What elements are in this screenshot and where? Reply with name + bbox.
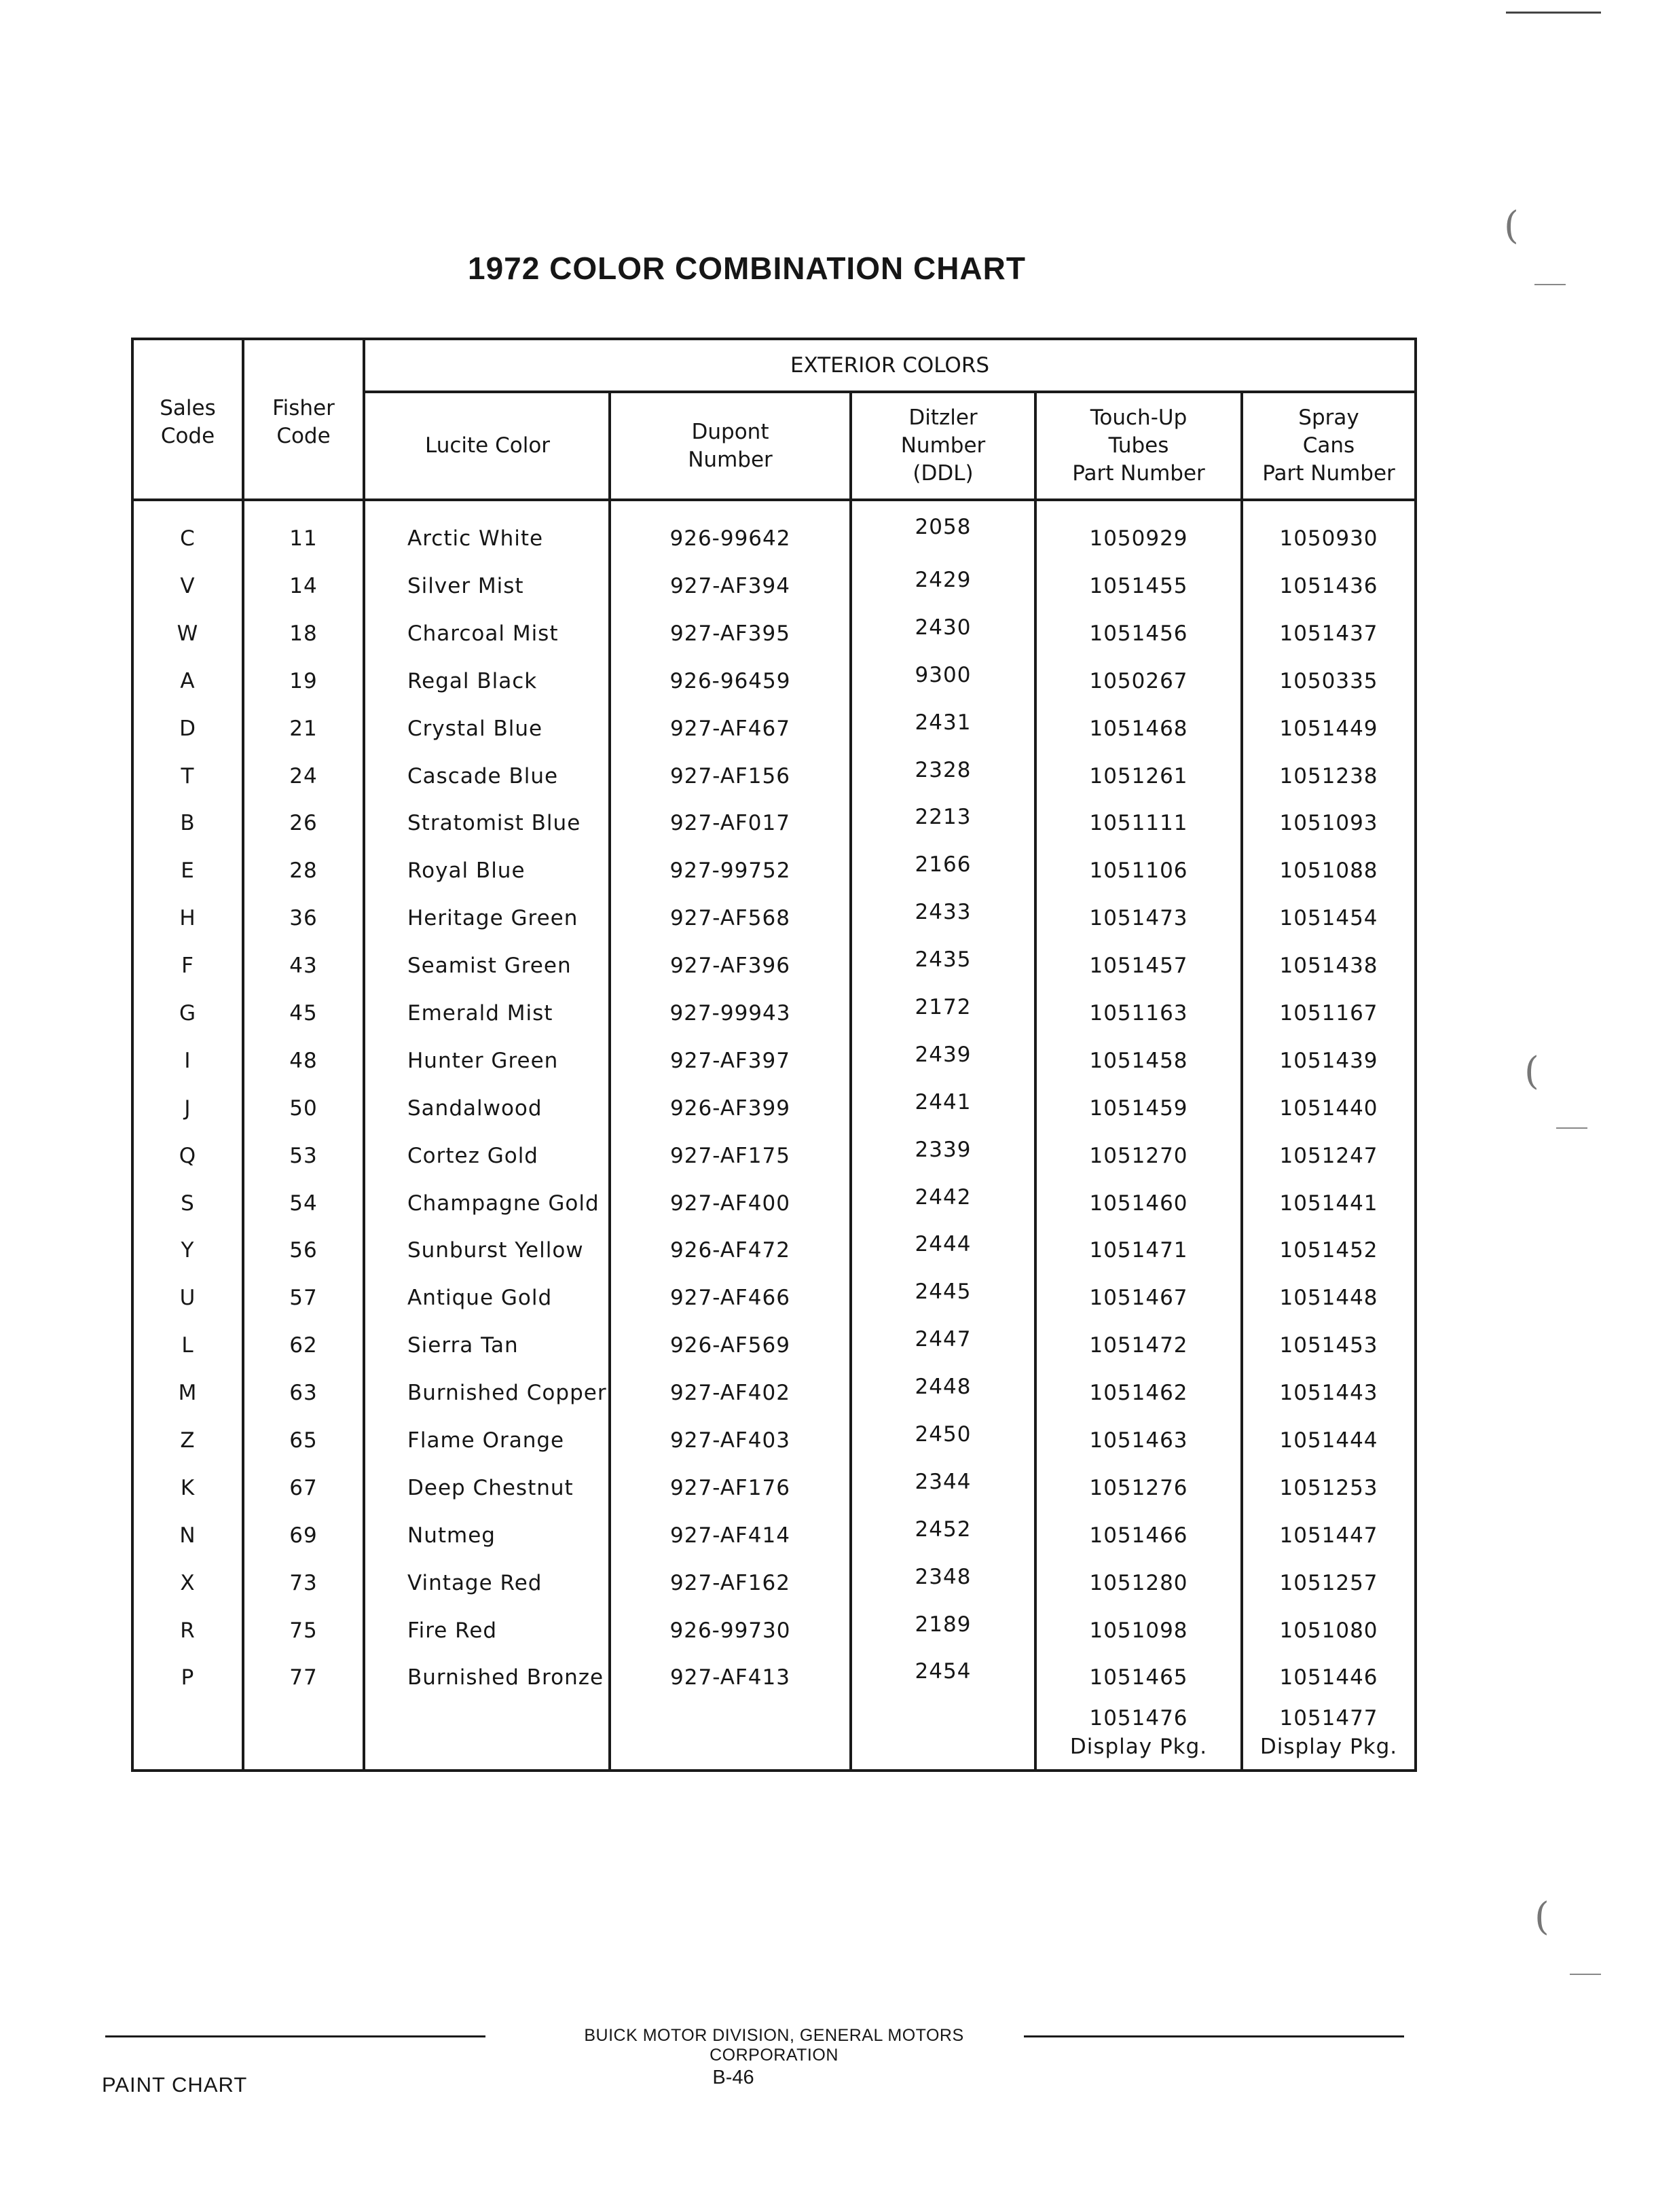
fisher-code-cell: 54 <box>243 1180 364 1227</box>
table-row <box>132 1132 1416 1180</box>
sales-code-cell: S <box>132 1180 243 1227</box>
sales-code-cell: Y <box>132 1227 243 1274</box>
ditzler-number-cell: 2448 <box>851 1369 1035 1417</box>
lucite-color-cell: Crystal Blue <box>364 705 610 753</box>
sales-code-cell: G <box>132 990 243 1037</box>
table-row <box>132 657 1416 705</box>
ditzler-number-cell: 2166 <box>851 847 1035 894</box>
touch-up-tubes-header: Touch-Up Tubes Part Number <box>1035 392 1242 500</box>
dupont-number-cell: 927-AF397 <box>610 1037 851 1085</box>
sales-code-cell: V <box>132 562 243 610</box>
dupont-number-cell: 926-96459 <box>610 657 851 705</box>
touch-up-tubes-cell: 1051459 <box>1035 1085 1242 1132</box>
spray-cans-header: Spray Cans Part Number <box>1242 392 1416 500</box>
lucite-color-cell: Heritage Green <box>364 894 610 942</box>
dupont-number-cell: 927-AF395 <box>610 610 851 657</box>
table-row <box>132 894 1416 942</box>
ditzler-number-cell: 9300 <box>851 657 1035 705</box>
sales-code-cell: K <box>132 1464 243 1512</box>
touch-up-tubes-cell: 1051463 <box>1035 1417 1242 1464</box>
lucite-color-cell: Arctic White <box>364 500 610 562</box>
ditzler-number-cell: 2328 <box>851 753 1035 800</box>
lucite-color-cell: Sandalwood <box>364 1085 610 1132</box>
lucite-color-cell: Fire Red <box>364 1607 610 1654</box>
table-row <box>132 990 1416 1037</box>
ditzler-number-cell: 2452 <box>851 1512 1035 1559</box>
ditzler-number-cell: 2442 <box>851 1180 1035 1227</box>
sales-code-cell: E <box>132 847 243 894</box>
ditzler-number-cell: 2058 <box>851 500 1035 562</box>
spray-cans-cell: 1051440 <box>1242 1085 1416 1132</box>
lucite-color-cell: Sierra Tan <box>364 1322 610 1369</box>
touch-up-tubes-cell: 1051280 <box>1035 1559 1242 1607</box>
ditzler-number-cell: 2433 <box>851 894 1035 942</box>
dupont-number-cell: 926-99730 <box>610 1607 851 1654</box>
dupont-number-cell: 927-AF156 <box>610 753 851 800</box>
ditzler-number-cell: 2189 <box>851 1607 1035 1654</box>
lucite-color-cell: Seamist Green <box>364 942 610 990</box>
fisher-code-cell: 56 <box>243 1227 364 1274</box>
spray-cans-cell: 1051452 <box>1242 1227 1416 1274</box>
lucite-color-cell: Flame Orange <box>364 1417 610 1464</box>
fisher-code-cell: 67 <box>243 1464 364 1512</box>
spray-cans-cell: 1051449 <box>1242 705 1416 753</box>
ditzler-number-cell: 2339 <box>851 1132 1035 1180</box>
dupont-number-cell: 927-AF568 <box>610 894 851 942</box>
lucite-color-cell: Royal Blue <box>364 847 610 894</box>
footer-rule-right <box>1024 2035 1404 2037</box>
display-package-tubes-cell: 1051476 Display Pkg. <box>1035 1701 1242 1771</box>
table-row <box>132 705 1416 753</box>
lucite-color-cell: Deep Chestnut <box>364 1464 610 1512</box>
touch-up-tubes-cell: 1051111 <box>1035 799 1242 847</box>
spray-cans-cell: 1051447 <box>1242 1512 1416 1559</box>
spray-cans-cell: 1051437 <box>1242 610 1416 657</box>
margin-dash <box>1534 284 1566 285</box>
fisher-code-cell: 19 <box>243 657 364 705</box>
sales-code-cell: W <box>132 610 243 657</box>
touch-up-tubes-cell: 1051465 <box>1035 1654 1242 1701</box>
dupont-number-cell: 927-AF400 <box>610 1180 851 1227</box>
fisher-code-cell: 53 <box>243 1132 364 1180</box>
touch-up-tubes-cell: 1051261 <box>1035 753 1242 800</box>
fisher-code-cell: 69 <box>243 1512 364 1559</box>
sales-code-cell: L <box>132 1322 243 1369</box>
spray-cans-cell: 1051443 <box>1242 1369 1416 1417</box>
fisher-code-cell: 11 <box>243 500 364 562</box>
sales-code-cell: M <box>132 1369 243 1417</box>
lucite-color-cell: Nutmeg <box>364 1512 610 1559</box>
touch-up-tubes-cell: 1050929 <box>1035 500 1242 562</box>
table-row <box>132 753 1416 800</box>
spray-cans-cell: 1051088 <box>1242 847 1416 894</box>
sales-code-cell: J <box>132 1085 243 1132</box>
touch-up-tubes-cell: 1051471 <box>1035 1227 1242 1274</box>
table-row <box>132 1274 1416 1322</box>
table-row <box>132 500 1416 562</box>
empty-cell <box>243 1701 364 1771</box>
ditzler-number-cell: 2431 <box>851 705 1035 753</box>
dupont-number-cell: 927-AF017 <box>610 799 851 847</box>
sales-code-cell: T <box>132 753 243 800</box>
sales-code-cell: A <box>132 657 243 705</box>
dupont-number-cell: 927-AF175 <box>610 1132 851 1180</box>
ditzler-number-cell: 2435 <box>851 942 1035 990</box>
page-title: 1972 COLOR COMBINATION CHART <box>468 251 1026 286</box>
fisher-code-cell: 18 <box>243 610 364 657</box>
ditzler-number-cell: 2445 <box>851 1274 1035 1322</box>
table-row <box>132 1512 1416 1559</box>
empty-cell <box>851 1701 1035 1771</box>
dupont-number-cell: 926-AF472 <box>610 1227 851 1274</box>
touch-up-tubes-cell: 1051276 <box>1035 1464 1242 1512</box>
table-row <box>132 562 1416 610</box>
touch-up-tubes-cell: 1051472 <box>1035 1322 1242 1369</box>
table-body <box>132 500 1416 1771</box>
margin-mark: ( <box>1524 1049 1539 1093</box>
ditzler-number-cell: 2439 <box>851 1037 1035 1085</box>
dupont-number-cell: 927-AF162 <box>610 1559 851 1607</box>
table-row <box>132 847 1416 894</box>
table-row <box>132 799 1416 847</box>
lucite-color-cell: Charcoal Mist <box>364 610 610 657</box>
ditzler-number-cell: 2430 <box>851 610 1035 657</box>
dupont-number-cell: 927-AF396 <box>610 942 851 990</box>
ditzler-number-cell: 2348 <box>851 1559 1035 1607</box>
touch-up-tubes-cell: 1051460 <box>1035 1180 1242 1227</box>
fisher-code-cell: 28 <box>243 847 364 894</box>
dupont-number-cell: 927-AF403 <box>610 1417 851 1464</box>
fisher-code-cell: 43 <box>243 942 364 990</box>
fisher-code-cell: 14 <box>243 562 364 610</box>
sales-code-cell: N <box>132 1512 243 1559</box>
touch-up-tubes-cell: 1051098 <box>1035 1607 1242 1654</box>
touch-up-tubes-cell: 1051106 <box>1035 847 1242 894</box>
sales-code-cell: P <box>132 1654 243 1701</box>
top-edge-rule <box>1506 12 1601 14</box>
touch-up-tubes-cell: 1051473 <box>1035 894 1242 942</box>
ditzler-number-cell: 2447 <box>851 1322 1035 1369</box>
lucite-color-cell: Sunburst Yellow <box>364 1227 610 1274</box>
spray-cans-cell: 1051436 <box>1242 562 1416 610</box>
exterior-colors-header: EXTERIOR COLORS <box>364 339 1416 392</box>
spray-cans-cell: 1051080 <box>1242 1607 1416 1654</box>
color-combination-table <box>131 338 1417 1772</box>
margin-mark: ( <box>1504 204 1519 248</box>
lucite-color-cell: Regal Black <box>364 657 610 705</box>
sales-code-cell: D <box>132 705 243 753</box>
fisher-code-header: Fisher Code <box>243 339 364 500</box>
touch-up-tubes-cell: 1051457 <box>1035 942 1242 990</box>
ditzler-number-cell: 2213 <box>851 799 1035 847</box>
sales-code-cell: R <box>132 1607 243 1654</box>
touch-up-tubes-cell: 1051163 <box>1035 990 1242 1037</box>
touch-up-tubes-cell: 1051456 <box>1035 610 1242 657</box>
fisher-code-cell: 24 <box>243 753 364 800</box>
spray-cans-cell: 1051438 <box>1242 942 1416 990</box>
lucite-color-cell: Silver Mist <box>364 562 610 610</box>
empty-cell <box>610 1701 851 1771</box>
sales-code-cell: F <box>132 942 243 990</box>
sales-code-cell: B <box>132 799 243 847</box>
spray-cans-cell: 1050335 <box>1242 657 1416 705</box>
touch-up-tubes-cell: 1051455 <box>1035 562 1242 610</box>
fisher-code-cell: 57 <box>243 1274 364 1322</box>
empty-cell <box>364 1701 610 1771</box>
touch-up-tubes-cell: 1050267 <box>1035 657 1242 705</box>
spray-cans-cell: 1051439 <box>1242 1037 1416 1085</box>
spray-cans-cell: 1051453 <box>1242 1322 1416 1369</box>
lucite-color-cell: Cortez Gold <box>364 1132 610 1180</box>
sales-code-cell: I <box>132 1037 243 1085</box>
ditzler-number-cell: 2441 <box>851 1085 1035 1132</box>
page-number: B-46 <box>712 2067 754 2088</box>
lucite-color-cell: Vintage Red <box>364 1559 610 1607</box>
display-package-row <box>132 1701 1416 1771</box>
lucite-color-cell: Burnished Copper <box>364 1369 610 1417</box>
touch-up-tubes-cell: 1051462 <box>1035 1369 1242 1417</box>
table-row <box>132 1607 1416 1654</box>
spray-cans-cell: 1051448 <box>1242 1274 1416 1322</box>
table-row <box>132 1180 1416 1227</box>
dupont-number-cell: 927-AF413 <box>610 1654 851 1701</box>
fisher-code-cell: 50 <box>243 1085 364 1132</box>
dupont-number-cell: 927-AF466 <box>610 1274 851 1322</box>
sales-code-cell: C <box>132 500 243 562</box>
dupont-number-cell: 927-99752 <box>610 847 851 894</box>
table-row <box>132 1654 1416 1701</box>
dupont-number-cell: 927-AF467 <box>610 705 851 753</box>
ditzler-number-cell: 2444 <box>851 1227 1035 1274</box>
fisher-code-cell: 62 <box>243 1322 364 1369</box>
ditzler-number-cell: 2450 <box>851 1417 1035 1464</box>
fisher-code-cell: 73 <box>243 1559 364 1607</box>
touch-up-tubes-cell: 1051270 <box>1035 1132 1242 1180</box>
lucite-color-cell: Hunter Green <box>364 1037 610 1085</box>
lucite-color-cell: Champagne Gold <box>364 1180 610 1227</box>
ditzler-number-cell: 2429 <box>851 562 1035 610</box>
table-row <box>132 1227 1416 1274</box>
display-package-spray-cell: 1051477 Display Pkg. <box>1242 1701 1416 1771</box>
spray-cans-cell: 1051454 <box>1242 894 1416 942</box>
margin-mark: ( <box>1534 1895 1549 1939</box>
touch-up-tubes-cell: 1051468 <box>1035 705 1242 753</box>
footer-section: PAINT CHART <box>102 2073 248 2097</box>
dupont-number-header: Dupont Number <box>610 392 851 500</box>
lucite-color-header: Lucite Color <box>364 392 610 500</box>
lucite-color-cell: Cascade Blue <box>364 753 610 800</box>
ditzler-number-cell: 2454 <box>851 1654 1035 1701</box>
lucite-color-cell: Antique Gold <box>364 1274 610 1322</box>
dupont-number-cell: 927-AF176 <box>610 1464 851 1512</box>
fisher-code-cell: 65 <box>243 1417 364 1464</box>
dupont-number-cell: 926-AF569 <box>610 1322 851 1369</box>
table-row <box>132 1085 1416 1132</box>
ditzler-number-header: Ditzler Number (DDL) <box>851 392 1035 500</box>
spray-cans-cell: 1051167 <box>1242 990 1416 1037</box>
sales-code-cell: X <box>132 1559 243 1607</box>
fisher-code-cell: 26 <box>243 799 364 847</box>
sales-code-cell: Q <box>132 1132 243 1180</box>
fisher-code-cell: 21 <box>243 705 364 753</box>
lucite-color-cell: Emerald Mist <box>364 990 610 1037</box>
spray-cans-cell: 1051247 <box>1242 1132 1416 1180</box>
spray-cans-cell: 1051253 <box>1242 1464 1416 1512</box>
ditzler-number-cell: 2172 <box>851 990 1035 1037</box>
spray-cans-cell: 1051238 <box>1242 753 1416 800</box>
table-row <box>132 1369 1416 1417</box>
fisher-code-cell: 63 <box>243 1369 364 1417</box>
footer-division: BUICK MOTOR DIVISION, GENERAL MOTORS CORPORATION <box>584 2026 964 2065</box>
fisher-code-cell: 45 <box>243 990 364 1037</box>
fisher-code-cell: 75 <box>243 1607 364 1654</box>
empty-cell <box>132 1701 243 1771</box>
spray-cans-cell: 1051441 <box>1242 1180 1416 1227</box>
spray-cans-cell: 1051257 <box>1242 1559 1416 1607</box>
sales-code-cell: Z <box>132 1417 243 1464</box>
table-row <box>132 1417 1416 1464</box>
spray-cans-cell: 1051093 <box>1242 799 1416 847</box>
table-row <box>132 1322 1416 1369</box>
table-row <box>132 610 1416 657</box>
dupont-number-cell: 927-99943 <box>610 990 851 1037</box>
spray-cans-cell: 1051444 <box>1242 1417 1416 1464</box>
ditzler-number-cell: 2344 <box>851 1464 1035 1512</box>
sales-code-cell: U <box>132 1274 243 1322</box>
spray-cans-cell: 1050930 <box>1242 500 1416 562</box>
fisher-code-cell: 77 <box>243 1654 364 1701</box>
touch-up-tubes-cell: 1051467 <box>1035 1274 1242 1322</box>
touch-up-tubes-cell: 1051458 <box>1035 1037 1242 1085</box>
dupont-number-cell: 927-AF394 <box>610 562 851 610</box>
dupont-number-cell: 927-AF414 <box>610 1512 851 1559</box>
dupont-number-cell: 926-99642 <box>610 500 851 562</box>
table-row <box>132 942 1416 990</box>
dupont-number-cell: 926-AF399 <box>610 1085 851 1132</box>
margin-dash <box>1570 1974 1601 1975</box>
fisher-code-cell: 48 <box>243 1037 364 1085</box>
lucite-color-cell: Stratomist Blue <box>364 799 610 847</box>
footer-rule-left <box>105 2035 485 2037</box>
margin-dash <box>1556 1127 1587 1129</box>
sales-code-header: Sales Code <box>132 339 243 500</box>
table-row <box>132 1559 1416 1607</box>
touch-up-tubes-cell: 1051466 <box>1035 1512 1242 1559</box>
table-row <box>132 1037 1416 1085</box>
table-row <box>132 1464 1416 1512</box>
dupont-number-cell: 927-AF402 <box>610 1369 851 1417</box>
lucite-color-cell: Burnished Bronze <box>364 1654 610 1701</box>
spray-cans-cell: 1051446 <box>1242 1654 1416 1701</box>
sales-code-cell: H <box>132 894 243 942</box>
fisher-code-cell: 36 <box>243 894 364 942</box>
